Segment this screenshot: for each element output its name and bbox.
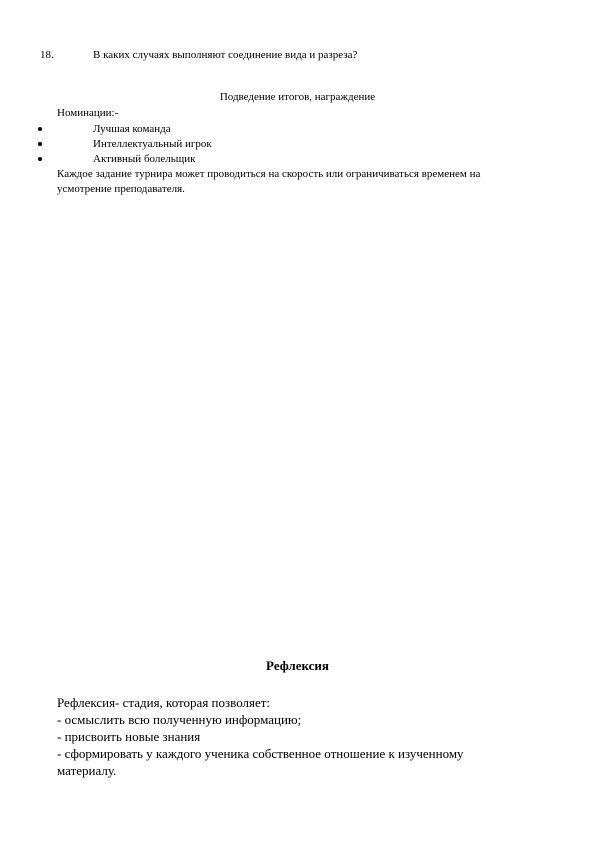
question-text: В каких случаях выполняют соединение вида и разреза? <box>93 49 358 61</box>
bullet-icon <box>38 127 42 131</box>
nomination-text: Лучшая команда <box>93 123 171 135</box>
nomination-text: Активный болельщик <box>93 153 196 165</box>
reflection-line: Рефлексия- стадия, которая позволяет: <box>57 695 271 710</box>
tournament-note-line: Каждое задание турнира может проводиться на скорость или ограничиваться временем на <box>57 168 481 180</box>
reflection-title: Рефлексия <box>266 658 329 673</box>
nominations-label: Номинации:- <box>57 107 119 119</box>
tournament-note-line: усмотрение преподавателя. <box>57 183 185 195</box>
reflection-line: - осмыслить всю полученную информацию; <box>57 712 302 727</box>
question-number: 18. <box>40 49 54 61</box>
bullet-icon <box>38 142 42 146</box>
bullet-icon <box>38 157 42 161</box>
nomination-text: Интеллектуальный игрок <box>93 138 212 150</box>
reflection-line: - сформировать у каждого ученика собственное отношение к изученному <box>57 746 464 761</box>
reflection-line: материалу. <box>57 763 117 778</box>
reflection-line: - присвоить новые знания <box>57 729 201 744</box>
summary-heading: Подведение итогов, награждение <box>219 91 376 103</box>
